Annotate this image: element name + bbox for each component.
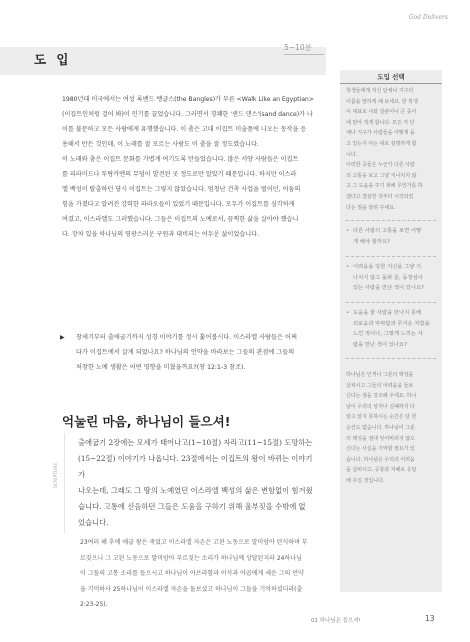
question-line: 있는 사람을 만난 적이 있나요? [353, 285, 424, 292]
question-divider [346, 220, 436, 221]
scripture-divider [64, 433, 65, 533]
verse-line: 이 그들의 고통 소리를 들으시고 하나님이 아브라함과 이삭과 야곱에게 세운 그의 언약 [80, 570, 304, 577]
bullet-dot-icon: • [346, 310, 350, 316]
prompt-line: 창세기부터 출애굽기까지 성경 이야기를 정시 훑어봅시다. 이스라엘 사람들은 어쩌 [76, 334, 297, 341]
question-line: 어려움을 당한 지신을 그냥 지 [353, 264, 422, 270]
verse-line: 2:23-25). [80, 601, 108, 608]
duration-underline [284, 54, 324, 55]
sidebar-line: 의 고통을 보고 그냥 지나치지 않 [346, 172, 417, 179]
intro-duration: 5~10분 [284, 43, 312, 52]
discussion-prompt [62, 330, 320, 375]
intro-line: 이를 불문하고 모든 사람에게 유행했습니다. 이 춤은 고대 이집트 미술품에 나오는 동작을 응 [62, 126, 307, 133]
sidebar-question [346, 308, 439, 350]
sidebar-line: 고 있는지 아는 대로 설명하게 합 [346, 140, 417, 147]
sidebar-line: 하나님은 인격나 그분의 백성을 [346, 372, 414, 378]
sidebar-header [340, 70, 442, 84]
question-divider [346, 302, 436, 303]
scripture-line: 출애굽기 2장에는 모세가 태어나고(1~10절) 자라고(11~15절) 도망하는 [78, 438, 313, 447]
scripture-line: 나오는데, 그래도 그 땅의 노예였던 이스라엘 백성의 삶은 변함없이 힘겨웠 [78, 486, 313, 495]
brand-running-header: God Delivers [408, 14, 448, 21]
scripture-line: 습니다. 고통에 신음하던 그들은 도움을 구하기 위해 울부짖을 수밖에 없 [78, 502, 306, 511]
bible-verses [80, 535, 320, 613]
sidebar-line: 습니다. 하나님은 우리의 어려움 [346, 456, 415, 463]
prompt-line: 처참한 노예 생활은 어떤 영향을 미쳤을까요?(창 12:1-3 참조). [76, 364, 246, 371]
sidebar-line: 이러한 곳들은 누군가 다른 사람 [346, 162, 415, 169]
question-line: 나치지 않고 돌봐 준, 동정심이 [353, 274, 423, 281]
verse-line: 을 기억하사 25하나님이 이스라엘 자손을 돌보셨고 하나님이 그들을 기억하셨더라(출 [80, 585, 303, 593]
sidebar-line: 이름을 말하게 해 보세요. 한 학생 [346, 98, 418, 105]
sidebar-line: 을 살피시고, 공룡과 지혜로 응답 [346, 467, 417, 474]
sidebar-line: 의 백성을 절대 잊어버리지 않으 [346, 435, 415, 442]
question-divider [346, 358, 436, 359]
scripture-summary [78, 435, 318, 531]
sidebar-question [346, 262, 439, 294]
sidebar-closing [346, 370, 439, 487]
sidebar-line: 학생들에게 자신 단체나 기구의 [346, 88, 414, 94]
intro-options-sidebar [340, 70, 442, 592]
scripture-label: SCRIPTURE [54, 462, 59, 488]
question-line: 느낀 적이나, 그렇게 느끼는 사 [353, 331, 423, 338]
sidebar-question [346, 226, 439, 247]
sidebar-line: 다는 점을 알려 주세요. [346, 204, 396, 211]
bullet-dot-icon: • [346, 264, 350, 270]
scripture-line: (15~22절) 이야기가 나옵니다. 23절에서는 이집트의 왕이 바뀌는 이야기가 [78, 454, 313, 479]
intro-line: 다. 장차 있을 하나님의 영광스러운 구원과 대비되는 어두운 삶이었습니다. [62, 231, 259, 238]
sidebar-line: 신다는 사실을 기억할 필요가 있 [346, 446, 415, 453]
sidebar-line: 순간도 없습니다. 하나님이 그분 [346, 424, 415, 431]
intro-line: (이집트인처럼 걸어 봐)이 인기를 끌었습니다. 그러면서 경쾌한 '샌드 댄스'(sand dance)가 나 [62, 111, 313, 118]
intro-line: 를 피라미드나 투탕카멘의 무덤이 발견된 곳 정도로만 알았기 때문입니다. 하지만 이스라 [62, 171, 297, 178]
question-line: 게 해야 할까요? [353, 238, 390, 245]
prompt-line: 다가 이집트에서 살게 되었나요? 하나님의 언약을 바라보는 그들의 관점에 그들의 [76, 349, 295, 356]
verse-line: 르짖으니 그 고된 노동으로 말미암아 부르짖는 소리가 하나님께 상달된지라 24하나님 [80, 554, 302, 562]
question-divider [346, 256, 436, 257]
sidebar-line: 알고 알지 못하시는 순간은 단 한 [346, 414, 417, 421]
intro-line: 용해서 만든 것인데, 이 노래를 잘 모르는 사람도 이 춤을 잘 정도였습니다. [62, 141, 259, 148]
sidebar-title: 도입 선택 [377, 73, 405, 81]
intro-line: 힘을 가졌다고 알려진 강력한 파라오들이 있었기 때문입니다. 모두가 이집트를 심각하게 [62, 201, 295, 208]
footer-chapter: 01 하나님은 들으셔! [311, 618, 361, 624]
section-title: 억눌린 마음, 하나님이 들으셔! [62, 414, 231, 429]
sidebar-line: 니다. [346, 151, 358, 158]
sidebar-line: 에 받아 적게 합니다. 모든 각 단 [346, 119, 415, 126]
bullet-dot-icon: • [346, 228, 350, 234]
intro-line: 여겼고, 이스라엘도 그러했습니다. 그들은 이집트의 노예로서, 끔찍한 삶을 살아야 했습니 [62, 216, 299, 223]
sidebar-line: 고 그 도움을 주기 위해 무언가를 하 [346, 183, 423, 190]
intro-line: 엘 백성이 탈출하던 당시 이집트는 그렇지 않았습니다. 엄청난 건축 사업을 벌이던, 어둠의 [62, 186, 301, 193]
intro-paragraph [62, 92, 320, 242]
sidebar-line: 이 대표로 나와 칠판이나 큰 종이 [346, 109, 417, 116]
sidebar-line: 살피시고 그들의 어려움을 들보 [346, 382, 414, 389]
question-line: 다른 사람의 고통을 보면 어떻 [353, 228, 422, 234]
sidebar-line: 님이 우리의 상처나 실패까지 다 [346, 403, 415, 410]
triangle-bullet-icon: ▶ [60, 334, 65, 341]
question-line: 도움을 줄 사람을 만나지 못해 [353, 310, 422, 316]
question-line: 람을 만난 적이 있나요? [353, 341, 407, 348]
sidebar-line: 해 주실 것입니다. [346, 477, 385, 484]
intro-line: 이 노래와 춤은 이집트 문화를 가볍게 여기도록 만들었습니다. 많은 서양 사람들은 이집트 [62, 156, 299, 163]
verse-line: 23여러 해 후에 애굽 왕은 죽었고 이스라엘 자손은 고된 노동으로 말미암아 탄식하며 부 [80, 539, 308, 546]
intro-title: 도 입 [34, 52, 72, 67]
sidebar-line: 체나 기구가 사람들을 어떻게 돕 [346, 130, 415, 137]
sidebar-intro [346, 86, 439, 213]
scripture-line: 었습니다. [78, 518, 109, 527]
sidebar-line: 신다는 점을 강조해 주세요. 하나 [346, 393, 417, 400]
page-number: 13 [425, 614, 435, 623]
intro-line: 1980년대 미국에서는 여성 록밴드 뱅글스(the Bangles)가 부른 <Walk Like an Egyptian> [62, 96, 314, 103]
sidebar-line: 겠다고 결심한 것부터 시작되었 [346, 193, 414, 200]
question-line: 외로움과 막막함과 무거운 처함을 [353, 320, 430, 327]
